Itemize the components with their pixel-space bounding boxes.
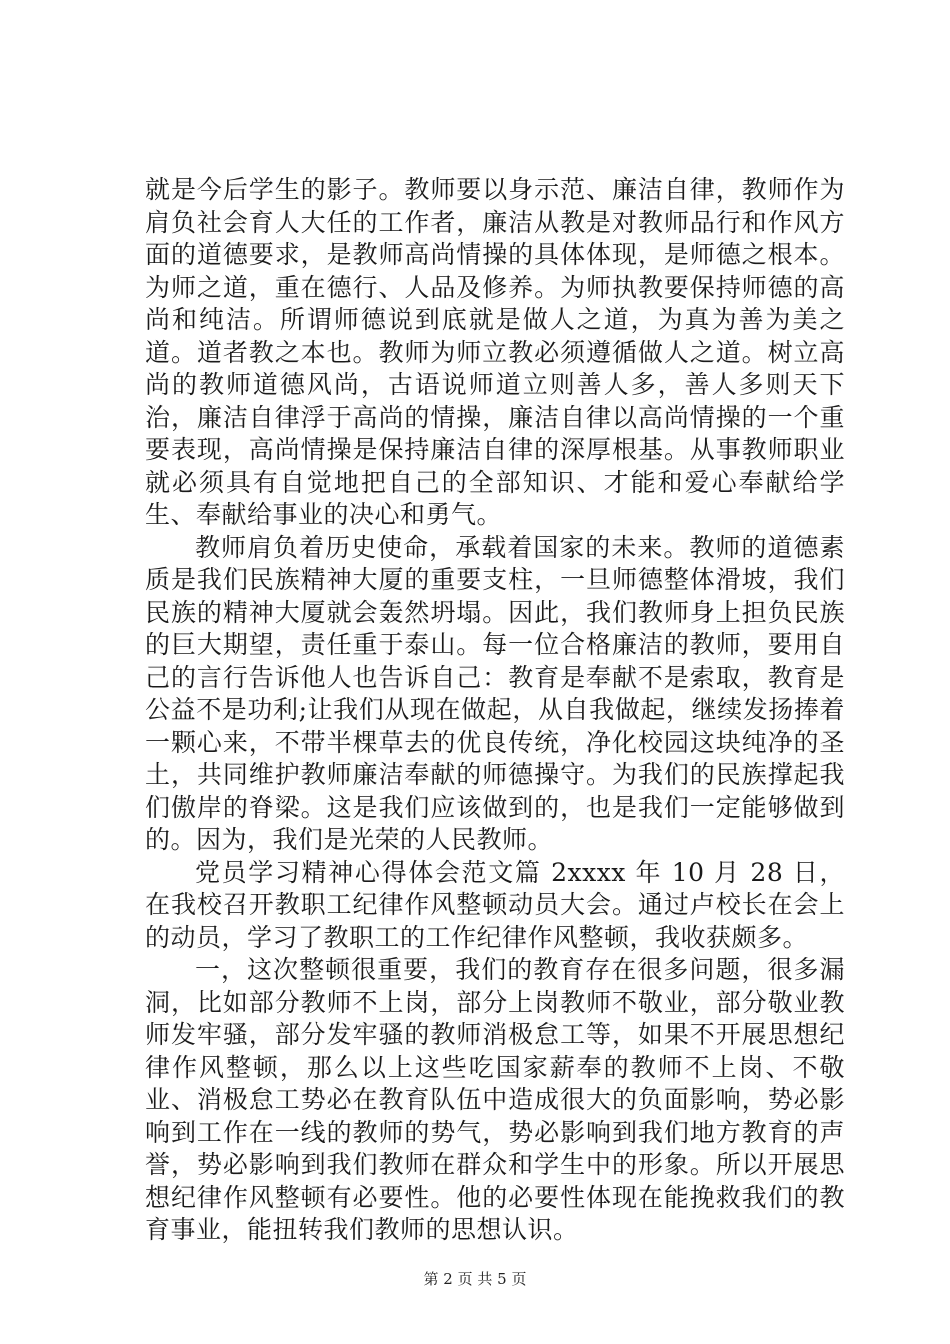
- paragraph-4: 一，这次整顿很重要，我们的教育存在很多问题，很多漏洞，比如部分教师不上岗，部分上岗教师不敬业，部分敬业教师发牢骚，部分发牢骚的教师消极怠工等，如果不开展思想纪律作风整顿，那么以上这些吃国家薪奉的教师不上岗、不敬业、消极怠工势必在教育队伍中造成很大的负面影响，势必影响到工作在一线的教师的势气，势必影响到我们地方教育的声誉，势必影响到我们教师在群众和学生中的形象。所以开展思想纪律作风整顿有必要性。他的必要性体现在能挽救我们的教育事业，能扭转我们教师的思想认识。: [145, 955, 845, 1244]
- page-number-footer: 第 2 页 共 5 页: [423, 1270, 527, 1288]
- paragraph-2: 教师肩负着历史使命，承载着国家的未来。教师的道德素质是我们民族精神大厦的重要支柱，一旦师德整体滑坡，我们民族的精神大厦就会轰然坍塌。因此，我们教师身上担负民族的巨大期望，责任重于泰山。每一位合格廉洁的教师，要用自己的言行告诉他人也告诉自己：教育是奉献不是索取，教育是公益不是功利;让我们从现在做起，从自我做起，继续发扬捧着一颗心来，不带半棵草去的优良传统，净化校园这块纯净的圣土，共同维护教师廉洁奉献的师德操守。为我们的民族撑起我们傲岸的脊梁。这是我们应该做到的，也是我们一定能够做到的。因为，我们是光荣的人民教师。: [145, 532, 845, 854]
- paragraph-3: 党员学习精神心得体会范文篇 2xxxx 年 10 月 28 日，在我校召开教职工纪律作风整顿动员大会。通过卢校长在会上的动员，学习了教职工的工作纪律作风整顿，我收获颇多。: [145, 857, 845, 952]
- document-body: [145, 174, 845, 1247]
- paragraph-1: 就是今后学生的影子。教师要以身示范、廉洁自律，教师作为肩负社会育人大任的工作者，廉洁从教是对教师品行和作风方面的道德要求，是教师高尚情操的具体体现，是师德之根本。为师之道，重在德行、人品及修养。为师执教要保持师德的高尚和纯洁。所谓师德说到底就是做人之道，为真为善为美之道。道者教之本也。教师为师立教必须遵循做人之道。树立高尚的教师道德风尚，古语说师道立则善人多，善人多则天下治，廉洁自律浮于高尚的情操，廉洁自律以高尚情操的一个重要表现，高尚情操是保持廉洁自律的深厚根基。从事教师职业就必须具有自觉地把自己的全部知识、才能和爱心奉献给学生、奉献给事业的决心和勇气。: [145, 175, 845, 529]
